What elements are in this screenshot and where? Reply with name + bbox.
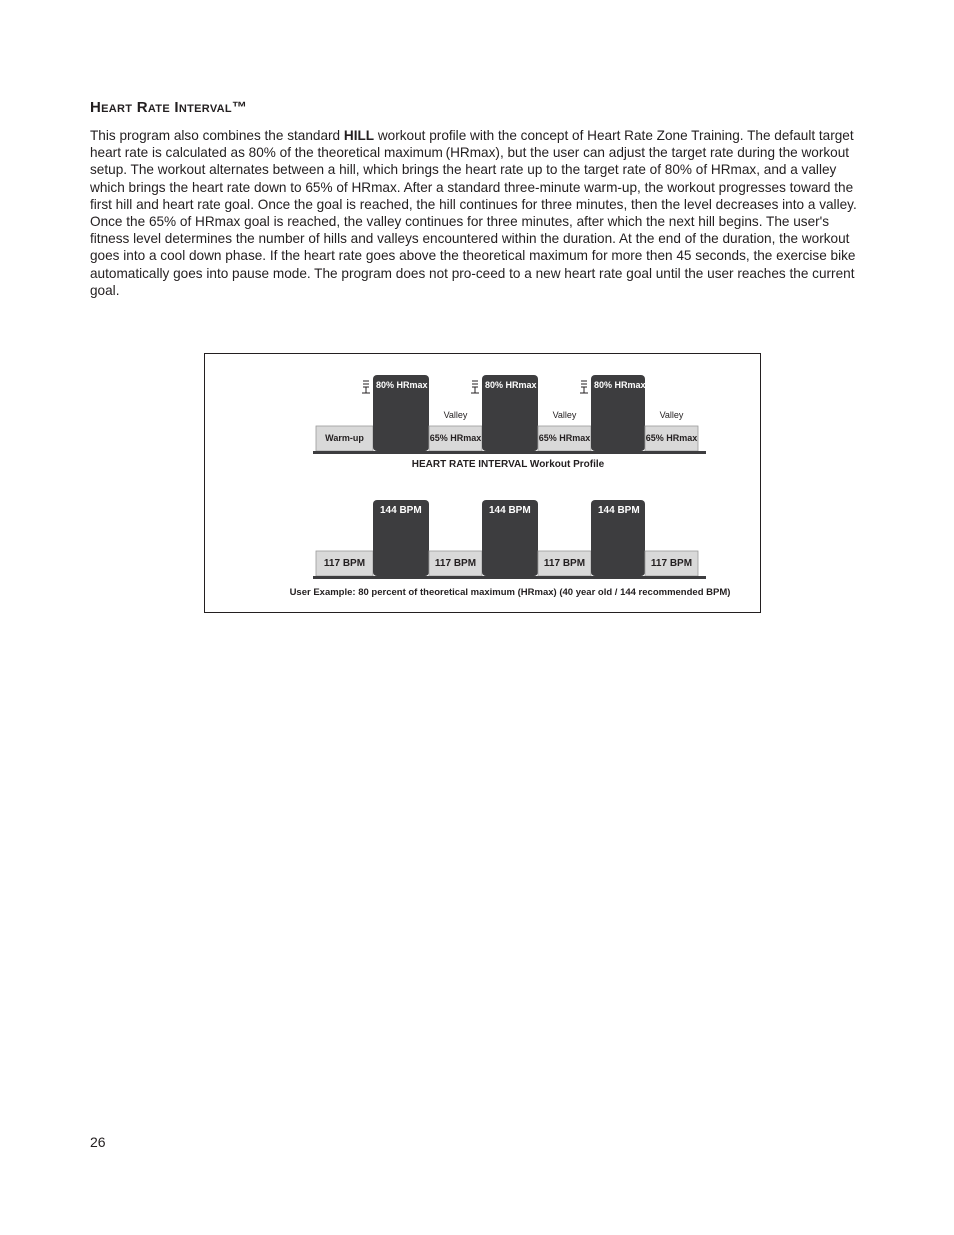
profile-valley-label: 65% HRmax	[429, 433, 482, 443]
profile-baseline	[313, 451, 706, 454]
example-hill-label: 144 BPM	[489, 505, 531, 516]
page-number: 26	[90, 1134, 106, 1150]
example-valley-label: 117 BPM	[323, 558, 366, 569]
section-paragraph	[90, 127, 860, 299]
heart-rate-marker-icon	[471, 381, 479, 393]
example-baseline	[313, 576, 706, 579]
example-hill-label: 144 BPM	[598, 505, 640, 516]
paragraph-text-start: This program also combines the standard	[90, 128, 344, 143]
profile-hill-label: 80% HRmax	[376, 380, 428, 390]
paragraph-text-end: workout profile with the concept of Heart Rate Zone Training. The default target heart rate is calculated as 80% of the theoretical maximum (HRmax), but the user can adjust the target rate during the workout setup. The workout alternates between a hill, which brings the heart rate up to the target rate of 80% of HRmax, and a valley which brings the heart rate down to 65% of HRmax. After a standard three-minute warm-up, the workout progresses toward the first hill and heart rate goal. Once the goal is reached, the hill continues for three minutes, then the level decreases into a valley. Once the 65% of HRmax goal is reached, the valley continues for three minutes, after which the next hill begins. The user's fitness level determines the number of hills and valleys encountered within the duration. At the end of the duration, the workout goes into a cool down phase. If the heart rate goes above the theoretical maximum for more then 45 seconds, the exercise bike automatically goes into pause mode. The program does not pro-ceed to a new heart rate goal until the user reaches the current goal.	[90, 128, 857, 298]
profile-hill-label: 80% HRmax	[594, 380, 646, 390]
workout-profile-figure	[204, 353, 761, 613]
profile-valley-note: Valley	[552, 410, 577, 420]
heart-rate-marker-icon	[580, 381, 588, 393]
example-valley-label: 117 BPM	[650, 558, 693, 569]
example-valley-label: 117 BPM	[434, 558, 477, 569]
example-valley-label: 117 BPM	[543, 558, 586, 569]
workout-profile-diagram	[205, 354, 762, 614]
profile-hill-label: 80% HRmax	[485, 380, 537, 390]
example-hill-label: 144 BPM	[380, 505, 422, 516]
profile-valley-label: 65% HRmax	[645, 433, 698, 443]
profile-valley-note: Valley	[443, 410, 468, 420]
profile-valley-label: 65% HRmax	[538, 433, 591, 443]
profile-valley-label: Warm-up	[325, 433, 364, 443]
section-heading: Heart Rate Interval™	[90, 99, 248, 116]
example-caption: User Example: 80 percent of theoretical maximum (HRmax) (40 year old / 144 recommended BPM)	[289, 587, 731, 598]
profile-valley-note: Valley	[659, 410, 684, 420]
heart-rate-marker-icon	[362, 381, 370, 393]
paragraph-bold-term: HILL	[343, 128, 375, 143]
profile-caption: HEART RATE INTERVAL Workout Profile	[411, 459, 605, 470]
